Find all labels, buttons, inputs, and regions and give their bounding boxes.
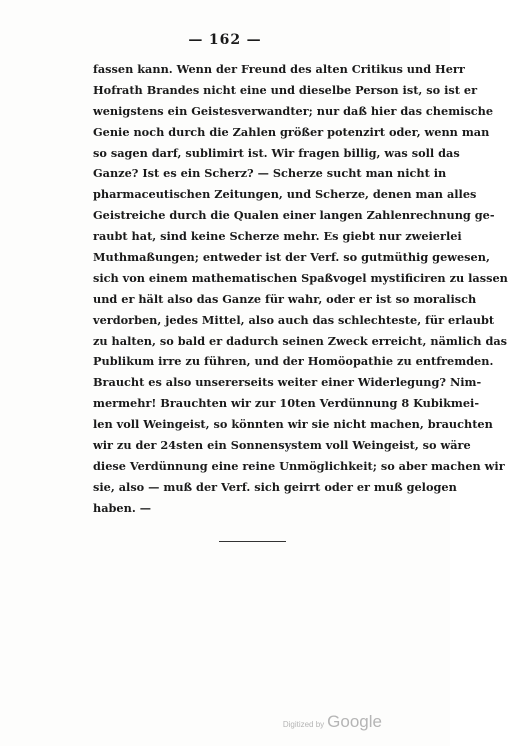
text-line: sich von einem mathematischen Spaßvogel mystificiren zu lassen — [93, 270, 508, 285]
text-line: diese Verdünnung eine reine Unmöglichkeit; so aber machen wir — [93, 458, 505, 473]
text-line: Braucht es also unsererseits weiter einer Widerlegung? Nim- — [93, 375, 482, 390]
header-dash-right: — — [246, 32, 262, 48]
text-line: Ganze? Ist es ein Scherz? — Scherze sucht man nicht in — [93, 166, 447, 181]
page-header — [0, 32, 450, 48]
text-line: Muthmaßungen; entweder ist der Verf. so gutmüthig gewesen, — [93, 250, 490, 265]
text-line: sie, also — muß der Verf. sich geirrt oder er muß gelogen — [93, 479, 457, 494]
text-line: zu halten, so bald er dadurch seinen Zweck erreicht, nämlich das — [93, 333, 508, 348]
text-line: wenigstens ein Geistesverwandter; nur daß hier das chemische — [93, 103, 494, 118]
text-line: Publikum irre zu führen, und der Homöopathie zu entfremden. — [93, 354, 494, 369]
text-line: so sagen darf, sublimirt ist. Wir fragen billig, was soll das — [93, 145, 460, 160]
text-line: verdorben, jedes Mittel, also auch das schlechteste, für erlaubt — [93, 312, 495, 327]
header-dash-left: — — [188, 32, 204, 48]
text-line: Hofrath Brandes nicht eine und dieselbe Person ist, so ist er — [93, 82, 478, 97]
text-line: len voll Weingeist, so könnten wir sie nicht machen, brauchten — [93, 417, 493, 432]
body-text — [93, 59, 508, 519]
text-line: raubt hat, sind keine Scherze mehr. Es giebt nur zweierlei — [93, 229, 462, 244]
watermark-prefix: Digitized by — [282, 720, 325, 729]
digitization-watermark — [283, 712, 382, 732]
text-line: pharmaceutischen Zeitungen, und Scherze, denen man alles — [93, 187, 477, 202]
text-line: fassen kann. Wenn der Freund des alten Critikus und Herr — [93, 62, 465, 76]
text-line: mermehr! Brauchten wir zur 10ten Verdünnung 8 Kubikmei- — [93, 396, 480, 411]
text-line-last: haben. — — [93, 500, 151, 515]
text-line: Geistreiche durch die Qualen einer langen Zahlenrechnung ge- — [93, 208, 495, 223]
text-line: wir zu der 24sten ein Sonnensystem voll Weingeist, so wäre — [93, 438, 471, 453]
google-logo: Google — [327, 712, 382, 731]
text-line: Genie noch durch die Zahlen größer potenzirt oder, wenn man — [93, 124, 490, 139]
text-line: und er hält also das Ganze für wahr, oder er ist so moralisch — [93, 291, 477, 306]
page-number: 162 — [208, 32, 242, 48]
section-divider — [219, 541, 286, 542]
